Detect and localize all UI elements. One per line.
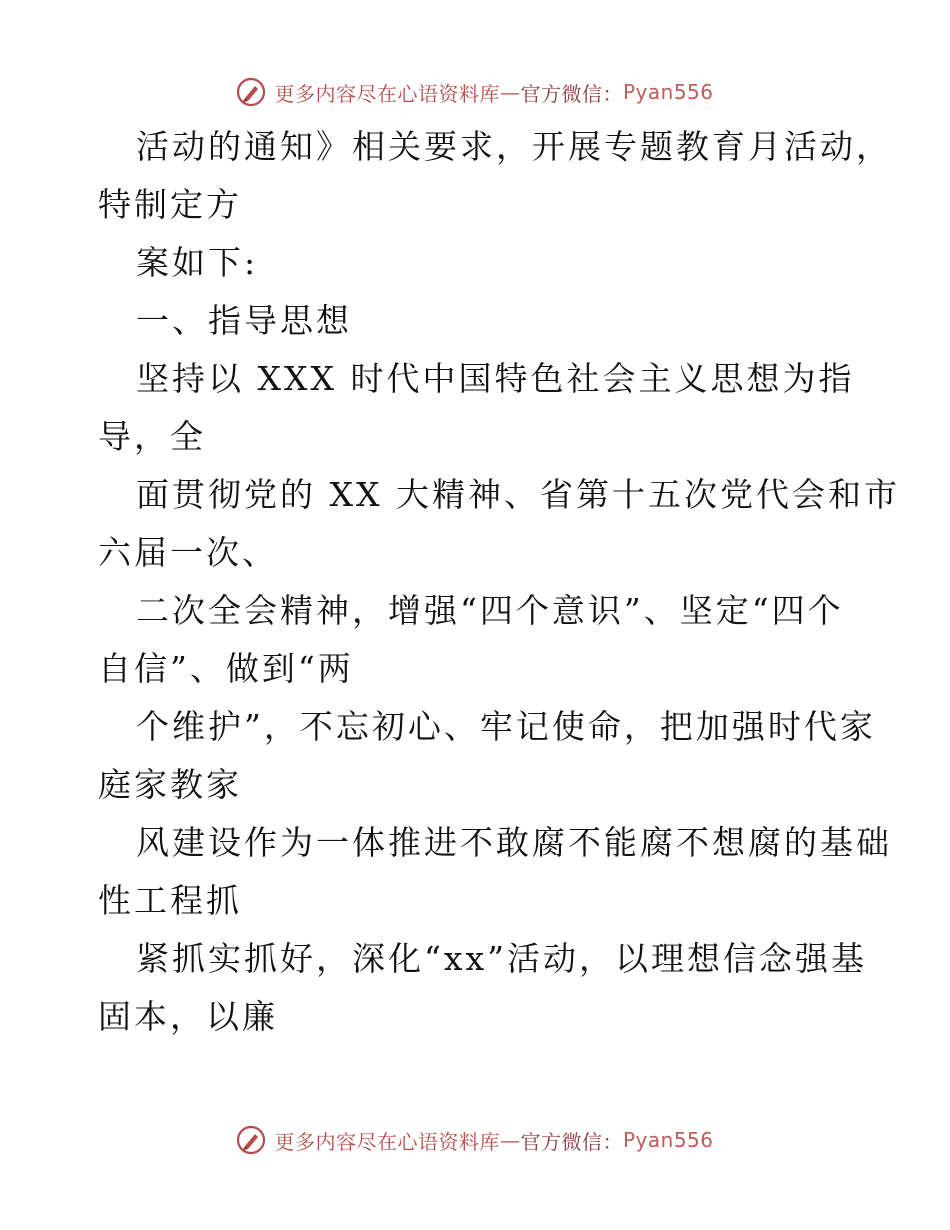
watermark-label: 官方微信： [520, 81, 623, 106]
pen-logo-icon [236, 77, 266, 107]
text-line: 坚持以 XXX 时代中国特色社会主义思想为指 [136, 359, 855, 398]
watermark-label: 官方微信： [520, 1129, 623, 1154]
watermark-wechat-id: Pyan556 [622, 80, 714, 104]
watermark-dash: — [499, 80, 521, 104]
text-line: 性工程抓 [98, 881, 242, 920]
section-heading: 一、指导思想 [136, 301, 352, 340]
header-watermark [0, 72, 950, 112]
text-line: 案如下: [136, 243, 259, 282]
text-line: 面贯彻党的 XX 大精神、省第十五次党代会和市 [136, 475, 900, 514]
watermark-dash: — [499, 1128, 521, 1152]
watermark-brand: 更多内容尽在心语资料库 [274, 1129, 500, 1154]
text-line: 自信”、做到“两 [98, 649, 354, 688]
pen-logo-icon [236, 1125, 266, 1155]
text-line: 固本，以廉 [98, 997, 278, 1036]
text-line: 二次全会精神，增强“四个意识”、坚定“四个 [136, 591, 844, 630]
footer-watermark [0, 1120, 950, 1160]
watermark-brand: 更多内容尽在心语资料库 [274, 81, 500, 106]
text-line: 个维护”，不忘初心、牢记使命，把加强时代家 [136, 707, 876, 746]
text-line: 特制定方 [98, 185, 242, 224]
text-line: 庭家教家 [98, 765, 242, 804]
watermark-wechat-id: Pyan556 [622, 1128, 714, 1152]
text-line: 六届一次、 [98, 533, 278, 572]
text-line: 紧抓实抓好，深化“xx”活动，以理想信念强基 [136, 939, 867, 978]
text-line: 风建设作为一体推进不敢腐不能腐不想腐的基础 [136, 823, 892, 862]
document-body [98, 118, 900, 1046]
text-line: 活动的通知》相关要求，开展专题教育月活动， [136, 127, 892, 166]
text-line: 导，全 [98, 417, 206, 456]
